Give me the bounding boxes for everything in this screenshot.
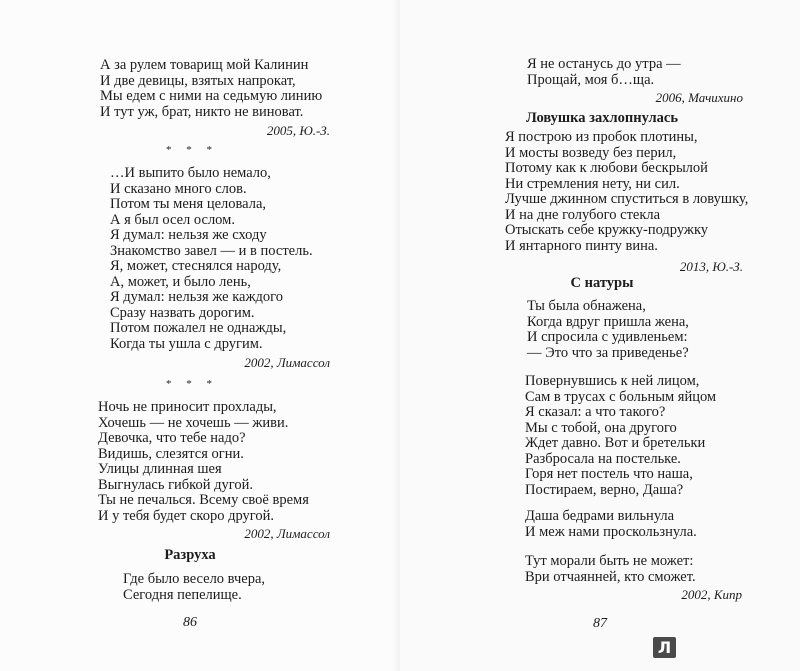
poem-line: Выгнулась гибкой дугой. (98, 476, 253, 493)
poem-line: И тут уж, брат, никто не виноват. (100, 103, 304, 120)
poem-title: С натуры (570, 275, 634, 291)
poem-line: Повернувшись к ней лицом, (525, 373, 700, 389)
poem-line: Мы едем с ними на седьмую линию (100, 88, 323, 104)
poem-line: Улицы длинная шея (98, 461, 222, 477)
poem-signature: 2013, Ю.-З. (679, 259, 743, 274)
poem-line: Ты была обнажена, (527, 298, 646, 314)
poem-line: Хочешь — не хочешь — живи. (98, 414, 289, 431)
poem-line: Разбросала на постельке. (525, 450, 681, 467)
poem-left-stanza4 (123, 572, 265, 603)
poem-right-stanza2 (505, 130, 748, 254)
poem-line: Ври отчаянней, кто сможет. (525, 568, 696, 585)
poem-line: И у тебя будет скоро другой. (98, 507, 275, 524)
poem-line: Ни стремления нету, ни сил. (505, 175, 680, 192)
publisher-logo-icon: Л (653, 637, 676, 658)
poem-line: Отыскать себе кружку-подружку (505, 222, 709, 238)
poem-line: Знакомство завел — и в постель. (110, 242, 313, 259)
poem-line: Видишь, слезятся огни. (98, 445, 244, 462)
poem-line: Когда ты ушла с другим. (110, 335, 263, 352)
poem-line: …И выпито было немало, (110, 165, 271, 181)
poem-line: Когда вдруг пришла жена, (527, 313, 689, 330)
page-number: 87 (593, 616, 607, 631)
poem-line: Девочка, что тебе надо? (98, 430, 246, 446)
poem-right-stanza1 (527, 57, 681, 88)
poem-line: И спросила с удивленьем: (527, 329, 688, 345)
poem-line: И сказано много слов. (110, 180, 247, 197)
poem-line: Где было весело вчера, (123, 571, 266, 587)
poem-line: И мосты возведу без перил, (505, 144, 677, 161)
poem-signature: 2002, Лимассол (244, 526, 330, 541)
poem-line: — Это что за приведенье? (527, 344, 689, 361)
poem-line: Сегодня пепелище. (123, 586, 242, 603)
poem-line: Сразу назвать дорогим. (110, 304, 255, 321)
stanza-separator: * * * (166, 144, 218, 156)
poem-title: Ловушка захлопнулась (526, 110, 678, 126)
poem-line: Я думал: нельзя же каждого (110, 289, 283, 305)
poem-line: И две девицы, взятых напрокат, (100, 72, 296, 89)
poem-title: Разруха (164, 547, 216, 563)
poem-line: Я думал: нельзя же сходу (110, 227, 267, 243)
poem-signature: 2005, Ю.-З. (266, 123, 330, 138)
poem-line: Сам в трусах с больным яйцом (525, 388, 717, 405)
poem-right-stanza3d (525, 554, 696, 585)
poem-line: И янтарного пинту вина. (505, 237, 658, 254)
poem-line: Я, может, стеснялся народу, (110, 258, 282, 274)
poem-line: Я построю из пробок плотины, (505, 129, 698, 145)
poem-right-stanza3a (527, 299, 689, 361)
poem-right-stanza3c (525, 509, 697, 540)
poem-signature: 2006, Мачихино (655, 90, 743, 105)
poem-line: Я сказал: а что такого? (525, 404, 666, 420)
stanza-separator: * * * (166, 378, 218, 390)
poem-left-stanza2 (110, 166, 313, 352)
poem-line: Горя нет постель что наша, (525, 466, 693, 482)
poem-line: Ты не печалься. Всему своё время (98, 492, 309, 508)
poem-line: Ждет давно. Вот и бретельки (525, 435, 706, 451)
poem-line: Тут морали быть не может: (525, 553, 694, 569)
poem-right-stanza3b (525, 374, 716, 498)
poem-line: Потом пожалел не однажды, (110, 320, 287, 336)
poem-line: Прощай, моя б…ща. (527, 71, 655, 88)
poem-line: Даша бедрами вильнула (525, 508, 675, 524)
poem-line: Ночь не приносит прохлады, (98, 399, 277, 415)
poem-line: Я не останусь до утра — (527, 56, 681, 72)
poem-left-stanza3 (98, 400, 309, 524)
poem-line: Постираем, верно, Даша? (525, 481, 684, 498)
poem-line: И на дне голубого стекла (505, 206, 661, 223)
poem-line: А за рулем товарищ мой Калинин (100, 57, 309, 73)
poem-line: Мы с тобой, она другого (525, 419, 677, 436)
poem-line: А, может, и было лень, (110, 273, 251, 290)
poem-line: Лучше джинном спуститься в ловушку, (505, 191, 749, 207)
poem-signature: 2002, Кипр (681, 587, 742, 602)
poem-line: А я был осел ослом. (110, 211, 235, 228)
poem-signature: 2002, Лимассол (244, 355, 330, 370)
poem-left-stanza1 (100, 58, 322, 120)
poem-line: И меж нами проскользнула. (525, 523, 697, 540)
page-number: 86 (183, 615, 197, 630)
poem-line: Потом ты меня целовала, (110, 196, 267, 212)
poem-line: Потому как к любови бескрылой (505, 160, 708, 176)
